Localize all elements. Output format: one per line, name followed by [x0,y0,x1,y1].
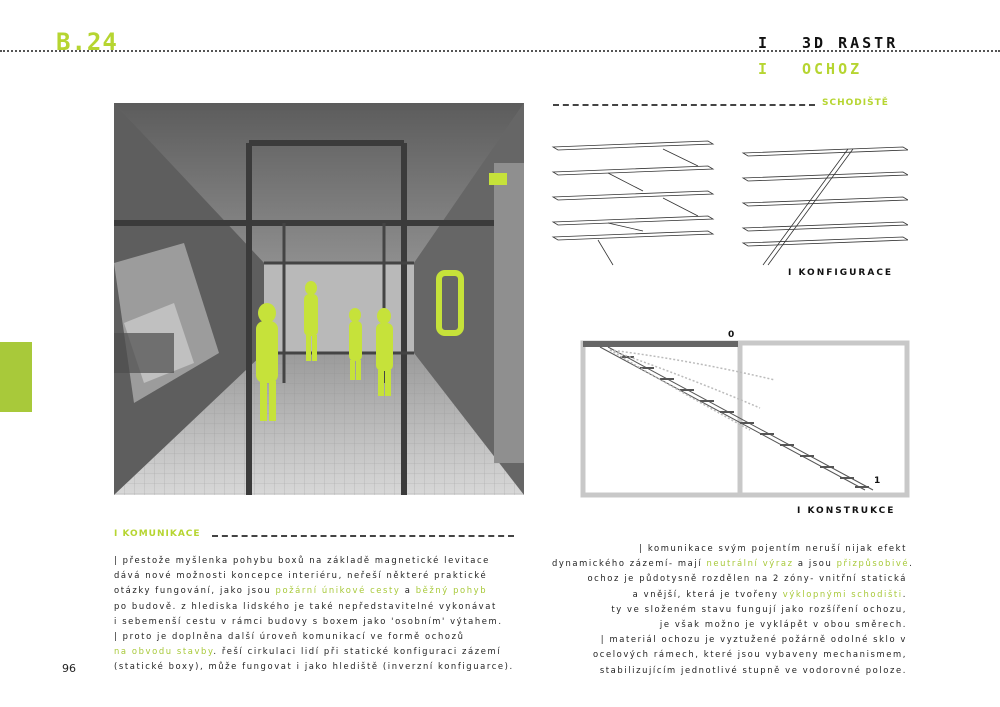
label-configuration: I KONFIGURACE [788,268,894,278]
text-segment: a [400,585,416,596]
section-title-schodiste: SCHODIŠTĚ [822,98,889,108]
text-line [552,663,907,678]
text-segment: otázky fungování, jako jsou [114,585,276,596]
chapter-number: B.24 [56,28,118,56]
text-segment: | přestože myšlenka pohybu boxů na základě magnetické levitace [114,555,490,565]
text-line [114,614,544,629]
text-segment: | proto je doplněna další úroveň komunikací ve formě ochozů [114,631,465,642]
body-text-right [552,541,914,678]
text-line [114,629,544,644]
stair-config-right [743,147,908,265]
stair-construction-section [580,330,910,500]
page-number: 96 [62,662,76,675]
text-segment: dynamického zázemí- mají [552,558,707,569]
text-segment: | materiál ochozu je vyztužené požárně odolné sklo v [600,634,907,645]
text-segment: i sebemenší cestu v rámci budovy s boxem jako 'osobním' výtahem. [114,615,503,626]
highlighted-text: výklopnými schodišti [782,588,903,599]
label-construction: I KONSTRUKCE [797,506,896,516]
text-line [552,556,914,571]
highlighted-text: přizpůsobivé [836,558,910,569]
header-title-ochoz: OCHOZ [802,60,863,78]
text-line [114,599,544,614]
highlighted-text: na obvodu stavby [114,646,214,657]
text-segment: je však možno je vyklápět v obou směrech. [659,619,907,630]
text-segment: . [909,558,914,569]
text-segment: (statické boxy), může fungovat i jako hlediště (inverzní konfiguarce). [114,661,514,672]
text-line [114,659,544,674]
text-line [114,553,544,568]
text-segment: a jsou [793,558,837,569]
header-line-ochoz [758,60,862,78]
text-line [552,647,907,662]
header-marker: I [758,34,771,52]
text-line [552,602,907,617]
section-dashed-rule [553,104,815,106]
marker-1: 1 [874,476,881,486]
highlighted-text: požární únikové cesty [275,585,401,596]
highlighted-text: neutrální výraz [706,558,794,569]
text-segment: ty ve složeném stavu fungují jako rozšíření ochozu, [611,603,907,614]
text-segment: . řeší cirkulaci lidí při statické konfiguraci zázemí [213,646,502,657]
komunikace-dashed-rule [212,535,514,537]
label-komunikace: I KOMUNIKACE [114,529,201,539]
text-segment: ocelových rámech, které jsou vybaveny mechanismem, [593,649,907,660]
body-text-left [114,553,544,675]
text-segment: ochoz je půdotysně rozdělen na 2 zóny- vnitřní statická [587,573,907,584]
text-segment: po budově. z hlediska lidského je také nepředstavitelné vykonávat [114,600,497,611]
header-line-3d-rastr [758,34,898,52]
text-segment: a vnější, která je tvořeny [632,588,783,599]
text-segment: stabilizujícím jednotlivé stupně ve vodorovné poloze. [599,664,907,675]
text-segment: dává nové možnosti koncepce interiéru, neřeší některé praktické [114,570,488,581]
header-marker: I [758,60,771,78]
text-line [552,587,907,602]
text-line [552,541,907,556]
corridor-render-image [114,103,524,495]
text-line [552,571,907,586]
marker-0: 0 [728,330,735,340]
text-line [114,568,544,583]
text-segment: | komunikace svým pojentím neruší nijak efekt [639,543,907,553]
stair-configuration-drawings [548,135,908,270]
text-line [552,632,907,647]
text-segment: . [902,588,907,599]
header-title-3d-rastr: 3D RASTR [802,34,899,52]
text-line [552,617,907,632]
text-line [114,644,544,659]
highlighted-text: běžný pohyb [415,585,488,596]
side-chapter-tab [0,342,32,412]
stair-config-left [553,141,713,265]
text-line [114,583,544,598]
